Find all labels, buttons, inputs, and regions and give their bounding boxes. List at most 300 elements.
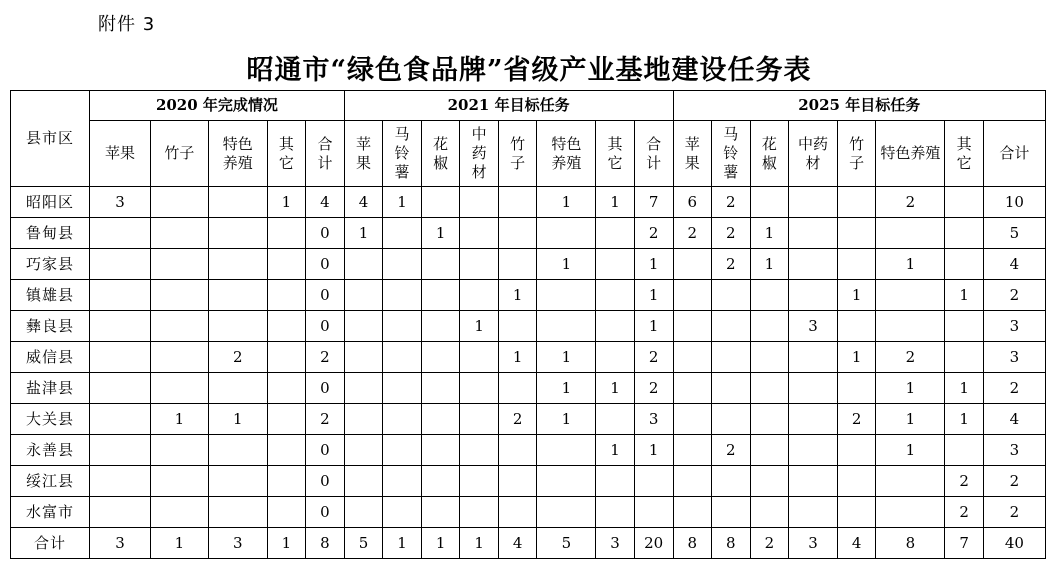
table-cell: [150, 218, 208, 249]
table-cell: 4: [837, 528, 876, 559]
table-cell: [712, 466, 751, 497]
table-cell: 6: [673, 187, 712, 218]
table-cell: [596, 280, 635, 311]
table-cell: [90, 218, 151, 249]
table-cell: 2: [876, 187, 945, 218]
column-header-label: 苹果: [684, 134, 700, 172]
column-header: [383, 121, 422, 187]
table-cell: 1: [945, 280, 984, 311]
table-cell: [267, 280, 306, 311]
table-row: [11, 497, 1046, 528]
table-cell: [421, 373, 460, 404]
table-cell: [750, 466, 789, 497]
table-cell: [150, 311, 208, 342]
table-cell: 8: [876, 528, 945, 559]
table-cell: [837, 435, 876, 466]
table-cell: [673, 373, 712, 404]
table-cell: 2: [712, 435, 751, 466]
table-cell: 1: [945, 404, 984, 435]
table-cell: [208, 466, 267, 497]
table-cell: [267, 404, 306, 435]
table-cell: [789, 404, 838, 435]
table-cell: 0: [306, 218, 345, 249]
table-cell: [208, 497, 267, 528]
table-cell: [673, 497, 712, 528]
table-cell: 2: [306, 342, 345, 373]
column-header-label: 其它: [278, 134, 294, 172]
table-cell: [150, 249, 208, 280]
table-cell: [383, 311, 422, 342]
table-cell: [945, 249, 984, 280]
column-header-label: 花椒: [433, 134, 449, 172]
table-cell: [208, 249, 267, 280]
table-cell: [344, 249, 383, 280]
table-cell: [945, 435, 984, 466]
region-name: 永善县: [11, 435, 90, 466]
table-cell: [673, 342, 712, 373]
table-cell: [837, 187, 876, 218]
column-header: [634, 121, 673, 187]
table-cell: [789, 342, 838, 373]
column-header: [837, 121, 876, 187]
table-cell: [460, 218, 499, 249]
table-cell: [344, 280, 383, 311]
table-cell: [789, 280, 838, 311]
column-header: [789, 121, 838, 187]
table-cell: 4: [983, 249, 1045, 280]
table-cell: [596, 311, 635, 342]
table-cell: 1: [460, 311, 499, 342]
table-cell: 3: [634, 404, 673, 435]
group-header-row: [11, 91, 1046, 121]
table-row: [11, 218, 1046, 249]
table-cell: [460, 466, 499, 497]
column-header: [208, 121, 267, 187]
table-cell: [750, 373, 789, 404]
table-cell: 1: [537, 404, 596, 435]
column-header: [983, 121, 1045, 187]
table-cell: [460, 342, 499, 373]
table-cell: [945, 311, 984, 342]
task-table: [10, 90, 1046, 559]
column-header-label: 合计: [317, 134, 333, 172]
table-cell: [150, 280, 208, 311]
table-cell: [90, 435, 151, 466]
table-cell: 1: [634, 280, 673, 311]
column-header: [498, 121, 537, 187]
table-cell: [383, 280, 422, 311]
table-cell: [673, 466, 712, 497]
table-cell: 1: [876, 435, 945, 466]
table-cell: [750, 311, 789, 342]
table-cell: 3: [596, 528, 635, 559]
table-cell: [208, 280, 267, 311]
table-cell: 2: [750, 528, 789, 559]
table-cell: 3: [90, 528, 151, 559]
column-header-label: 苹果: [355, 134, 371, 172]
table-cell: [837, 497, 876, 528]
attachment-label: 附件 3: [98, 14, 156, 35]
table-cell: 1: [267, 187, 306, 218]
table-cell: [876, 466, 945, 497]
table-row: [11, 466, 1046, 497]
region-name: 镇雄县: [11, 280, 90, 311]
table-cell: 1: [634, 249, 673, 280]
table-cell: 1: [634, 311, 673, 342]
column-header: [750, 121, 789, 187]
table-cell: [150, 497, 208, 528]
table-cell: 1: [150, 404, 208, 435]
column-header-label: 竹子: [164, 144, 195, 162]
table-cell: [945, 342, 984, 373]
table-cell: [634, 466, 673, 497]
table-cell: [712, 373, 751, 404]
table-cell: [876, 311, 945, 342]
table-cell: 7: [945, 528, 984, 559]
table-cell: 3: [983, 311, 1045, 342]
table-cell: 0: [306, 249, 345, 280]
region-name: 水富市: [11, 497, 90, 528]
table-cell: [267, 311, 306, 342]
table-cell: [267, 249, 306, 280]
table-cell: [460, 249, 499, 280]
table-cell: [789, 373, 838, 404]
region-name: 盐津县: [11, 373, 90, 404]
column-header-label: 特色养殖: [551, 134, 582, 172]
table-cell: [673, 404, 712, 435]
table-cell: [673, 249, 712, 280]
table-cell: 0: [306, 497, 345, 528]
table-cell: [460, 404, 499, 435]
table-cell: 2: [945, 497, 984, 528]
table-cell: [344, 404, 383, 435]
table-cell: [267, 342, 306, 373]
column-header: [150, 121, 208, 187]
table-cell: [876, 280, 945, 311]
table-cell: [208, 187, 267, 218]
table-cell: [460, 435, 499, 466]
table-cell: [498, 218, 537, 249]
table-row: [11, 311, 1046, 342]
column-header: [712, 121, 751, 187]
table-cell: [537, 435, 596, 466]
table-cell: 4: [498, 528, 537, 559]
table-cell: 3: [983, 342, 1045, 373]
table-cell: [837, 311, 876, 342]
column-header-label: 特色养殖: [880, 144, 941, 162]
table-cell: [596, 342, 635, 373]
column-header-label: 竹子: [849, 134, 865, 172]
table-cell: 40: [983, 528, 1045, 559]
column-header-row: [11, 121, 1046, 187]
table-cell: 2: [712, 218, 751, 249]
table-cell: 8: [673, 528, 712, 559]
table-cell: 4: [983, 404, 1045, 435]
table-cell: 1: [750, 249, 789, 280]
table-cell: [498, 187, 537, 218]
table-cell: [267, 466, 306, 497]
table-cell: [421, 249, 460, 280]
table-cell: [90, 373, 151, 404]
table-cell: 2: [983, 497, 1045, 528]
column-header: [537, 121, 596, 187]
table-cell: 3: [90, 187, 151, 218]
table-cell: [673, 311, 712, 342]
table-cell: [789, 218, 838, 249]
table-cell: 0: [306, 280, 345, 311]
table-cell: 1: [537, 342, 596, 373]
table-cell: [789, 249, 838, 280]
table-cell: [837, 373, 876, 404]
region-header: 县市区: [11, 91, 90, 187]
column-header-label: 合计: [999, 144, 1030, 162]
table-cell: [150, 435, 208, 466]
table-cell: 2: [673, 218, 712, 249]
table-cell: 1: [267, 528, 306, 559]
table-cell: 2: [498, 404, 537, 435]
table-cell: 5: [344, 528, 383, 559]
table-row: [11, 528, 1046, 559]
table-cell: [712, 311, 751, 342]
table-cell: 2: [208, 342, 267, 373]
table-cell: [537, 280, 596, 311]
table-row: [11, 342, 1046, 373]
table-cell: [150, 342, 208, 373]
table-cell: 1: [498, 280, 537, 311]
table-cell: [673, 435, 712, 466]
column-header: [673, 121, 712, 187]
table-cell: 1: [876, 373, 945, 404]
table-cell: 1: [498, 342, 537, 373]
table-cell: 1: [537, 373, 596, 404]
table-cell: [596, 218, 635, 249]
table-cell: [90, 404, 151, 435]
group-header: 2020 年完成情况: [90, 91, 345, 121]
table-cell: 1: [876, 249, 945, 280]
table-cell: 2: [634, 373, 673, 404]
table-cell: [421, 435, 460, 466]
region-name: 昭阳区: [11, 187, 90, 218]
table-cell: 1: [837, 280, 876, 311]
region-name: 合计: [11, 528, 90, 559]
column-header-label: 其它: [607, 134, 623, 172]
table-cell: [750, 435, 789, 466]
table-cell: [150, 466, 208, 497]
table-cell: [537, 497, 596, 528]
table-cell: 2: [837, 404, 876, 435]
table-cell: 1: [344, 218, 383, 249]
table-cell: 4: [306, 187, 345, 218]
table-cell: [344, 373, 383, 404]
table-cell: [90, 311, 151, 342]
table-cell: 2: [712, 187, 751, 218]
group-header: 2021 年目标任务: [344, 91, 673, 121]
table-cell: [421, 497, 460, 528]
table-cell: [498, 435, 537, 466]
column-header: [267, 121, 306, 187]
table-cell: [596, 466, 635, 497]
table-row: [11, 435, 1046, 466]
table-row: [11, 187, 1046, 218]
table-cell: 0: [306, 435, 345, 466]
column-header-label: 花椒: [761, 134, 777, 172]
table-cell: [537, 466, 596, 497]
table-cell: [750, 187, 789, 218]
table-cell: [208, 218, 267, 249]
table-cell: [208, 311, 267, 342]
table-cell: 2: [306, 404, 345, 435]
column-header-label: 特色养殖: [222, 134, 253, 172]
table-cell: 1: [208, 404, 267, 435]
table-cell: [750, 497, 789, 528]
table-cell: [460, 373, 499, 404]
table-cell: 20: [634, 528, 673, 559]
table-cell: 1: [634, 435, 673, 466]
table-cell: 3: [983, 435, 1045, 466]
table-cell: [789, 187, 838, 218]
table-cell: [498, 249, 537, 280]
table-cell: 8: [712, 528, 751, 559]
table-cell: [344, 311, 383, 342]
table-cell: 5: [537, 528, 596, 559]
column-header-label: 中药材: [797, 134, 828, 172]
table-cell: 1: [383, 187, 422, 218]
table-cell: [383, 466, 422, 497]
region-name: 鲁甸县: [11, 218, 90, 249]
table-cell: [789, 497, 838, 528]
region-name: 大关县: [11, 404, 90, 435]
table-cell: [673, 280, 712, 311]
table-row: [11, 280, 1046, 311]
table-cell: [383, 342, 422, 373]
table-cell: [789, 466, 838, 497]
table-cell: [498, 466, 537, 497]
table-cell: [537, 218, 596, 249]
table-row: [11, 249, 1046, 280]
table-cell: [421, 466, 460, 497]
table-cell: [267, 497, 306, 528]
column-header: [460, 121, 499, 187]
table-cell: [267, 218, 306, 249]
table-cell: 5: [983, 218, 1045, 249]
column-header: [421, 121, 460, 187]
table-cell: 10: [983, 187, 1045, 218]
table-cell: [421, 187, 460, 218]
table-cell: 2: [983, 466, 1045, 497]
table-cell: 0: [306, 311, 345, 342]
table-cell: 8: [306, 528, 345, 559]
table-cell: [837, 249, 876, 280]
table-cell: [383, 373, 422, 404]
table-cell: 1: [421, 528, 460, 559]
column-header-label: 马铃薯: [723, 125, 739, 181]
table-cell: [90, 342, 151, 373]
table-cell: [344, 342, 383, 373]
table-cell: [383, 218, 422, 249]
region-name: 绥江县: [11, 466, 90, 497]
table-cell: 1: [421, 218, 460, 249]
column-header: [945, 121, 984, 187]
table-cell: [267, 373, 306, 404]
table-cell: [876, 497, 945, 528]
table-cell: 2: [876, 342, 945, 373]
table-cell: 1: [876, 404, 945, 435]
table-cell: [460, 187, 499, 218]
table-cell: [208, 373, 267, 404]
column-header-label: 马铃薯: [394, 125, 410, 181]
column-header-label: 中药材: [471, 125, 487, 181]
table-cell: [945, 218, 984, 249]
table-cell: [150, 373, 208, 404]
region-name: 彝良县: [11, 311, 90, 342]
table-cell: [596, 404, 635, 435]
column-header: [876, 121, 945, 187]
table-cell: 7: [634, 187, 673, 218]
table-cell: [837, 218, 876, 249]
column-header-label: 其它: [956, 134, 972, 172]
table-cell: [421, 311, 460, 342]
table-cell: [712, 342, 751, 373]
table-cell: 1: [750, 218, 789, 249]
table-cell: 2: [634, 218, 673, 249]
table-cell: [712, 280, 751, 311]
table-cell: [90, 280, 151, 311]
table-cell: [837, 466, 876, 497]
table-cell: 1: [150, 528, 208, 559]
table-cell: 2: [983, 373, 1045, 404]
table-cell: [344, 466, 383, 497]
table-cell: 1: [945, 373, 984, 404]
group-header: 2025 年目标任务: [673, 91, 1046, 121]
table-cell: [750, 280, 789, 311]
table-cell: [498, 311, 537, 342]
table-cell: [596, 249, 635, 280]
table-cell: 2: [983, 280, 1045, 311]
region-name: 巧家县: [11, 249, 90, 280]
table-cell: 3: [208, 528, 267, 559]
table-cell: [876, 218, 945, 249]
table-cell: [90, 249, 151, 280]
table-cell: [383, 497, 422, 528]
table-cell: [712, 497, 751, 528]
table-cell: 2: [634, 342, 673, 373]
column-header-label: 竹子: [510, 134, 526, 172]
table-cell: [750, 342, 789, 373]
table-cell: [460, 497, 499, 528]
table-cell: [634, 497, 673, 528]
region-name: 威信县: [11, 342, 90, 373]
table-cell: 0: [306, 373, 345, 404]
table-cell: [90, 497, 151, 528]
table-cell: [421, 404, 460, 435]
table-cell: 3: [789, 528, 838, 559]
table-row: [11, 373, 1046, 404]
table-row: [11, 404, 1046, 435]
column-header-label: 合计: [646, 134, 662, 172]
table-cell: 1: [537, 249, 596, 280]
table-cell: 1: [383, 528, 422, 559]
column-header: [90, 121, 151, 187]
table-cell: [344, 435, 383, 466]
table-cell: [712, 404, 751, 435]
table-cell: [383, 435, 422, 466]
table-cell: 2: [945, 466, 984, 497]
table-cell: 1: [460, 528, 499, 559]
table-cell: 1: [837, 342, 876, 373]
table-cell: 1: [537, 187, 596, 218]
table-cell: [498, 373, 537, 404]
column-header-label: 苹果: [105, 144, 136, 162]
